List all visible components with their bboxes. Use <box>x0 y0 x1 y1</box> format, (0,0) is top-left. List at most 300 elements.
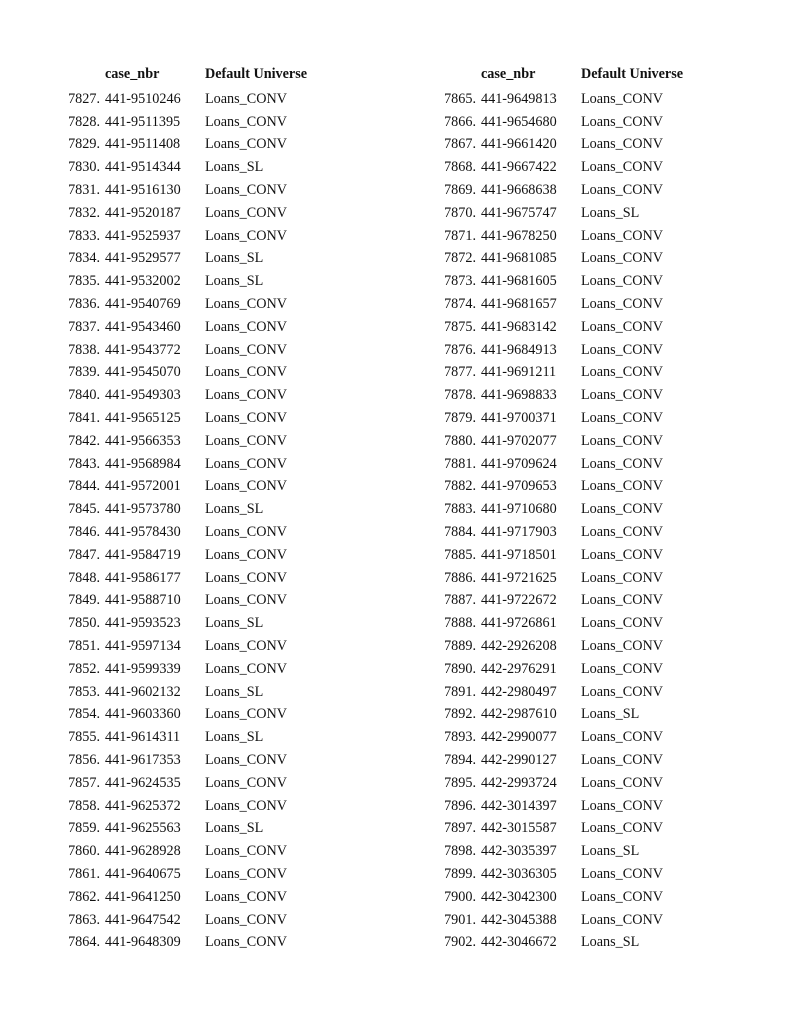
universe-cell: Loans_CONV <box>205 387 287 404</box>
table-row <box>418 316 711 339</box>
row-index: 7857. <box>68 774 100 791</box>
case-nbr-cell: 441-9709653 <box>481 478 557 495</box>
table-row <box>42 818 335 841</box>
case-nbr-cell: 441-9578430 <box>105 524 181 541</box>
row-index: 7845. <box>68 501 100 518</box>
header-default-universe: Default Universe <box>205 66 308 82</box>
row-index: 7879. <box>444 410 476 427</box>
row-index: 7841. <box>68 410 100 427</box>
case-nbr-cell: 441-9593523 <box>105 615 181 632</box>
universe-cell: Loans_CONV <box>205 410 287 427</box>
case-nbr-cell: 441-9510246 <box>105 90 181 107</box>
header-case-nbr: case_nbr <box>105 66 160 82</box>
table-row <box>42 430 335 453</box>
case-nbr-cell: 441-9667422 <box>481 159 557 176</box>
universe-cell: Loans_CONV <box>205 318 287 335</box>
table-row <box>418 749 711 772</box>
universe-cell: Loans_CONV <box>205 546 287 563</box>
row-index: 7840. <box>68 387 100 404</box>
case-nbr-cell: 441-9717903 <box>481 524 557 541</box>
row-index: 7843. <box>68 455 100 472</box>
case-nbr-cell: 441-9602132 <box>105 683 181 700</box>
row-index: 7874. <box>444 296 476 313</box>
table-row <box>42 521 335 544</box>
row-index: 7875. <box>444 318 476 335</box>
case-nbr-cell: 442-3035397 <box>481 843 557 860</box>
universe-cell: Loans_SL <box>205 683 264 700</box>
universe-cell: Loans_CONV <box>581 752 663 768</box>
row-index: 7883. <box>444 501 476 518</box>
universe-cell: Loans_CONV <box>205 865 287 882</box>
case-nbr-cell: 441-9702077 <box>481 432 557 449</box>
case-nbr-cell: 441-9681605 <box>481 273 557 290</box>
case-nbr-cell: 441-9545070 <box>105 364 181 381</box>
universe-cell: Loans_CONV <box>581 774 663 791</box>
case-nbr-cell: 441-9511408 <box>105 136 181 153</box>
case-nbr-cell: 442-3042300 <box>481 888 557 905</box>
case-nbr-cell: 441-9624535 <box>105 774 181 791</box>
table-row <box>42 476 335 499</box>
case-nbr-cell: 441-9681085 <box>481 250 557 267</box>
case-table-left <box>42 66 335 954</box>
table-row <box>42 293 335 316</box>
row-index: 7878. <box>444 387 476 404</box>
row-index: 7854. <box>68 706 100 723</box>
universe-cell: Loans_CONV <box>205 774 287 791</box>
table-row <box>418 863 711 886</box>
case-nbr-cell: 442-2987610 <box>481 706 557 723</box>
universe-cell: Loans_CONV <box>205 592 287 609</box>
table-row <box>418 476 711 499</box>
universe-cell: Loans_CONV <box>205 455 287 472</box>
universe-cell: Loans_CONV <box>205 204 287 221</box>
table-row <box>418 818 711 841</box>
table-row <box>418 681 711 704</box>
case-nbr-cell: 442-2976291 <box>481 660 557 677</box>
row-index: 7852. <box>68 660 100 677</box>
case-nbr-cell: 441-9520187 <box>105 204 181 221</box>
row-index: 7832. <box>68 204 100 221</box>
table-row <box>42 704 335 727</box>
universe-cell: Loans_SL <box>581 706 640 723</box>
case-nbr-cell: 441-9721625 <box>481 569 557 586</box>
table-row <box>42 795 335 818</box>
header-index <box>418 66 481 88</box>
table-row <box>418 635 711 658</box>
row-index: 7882. <box>444 478 476 495</box>
case-nbr-cell: 441-9588710 <box>105 592 181 609</box>
row-index: 7884. <box>444 524 476 541</box>
case-nbr-cell: 441-9640675 <box>105 865 181 882</box>
universe-cell: Loans_CONV <box>581 820 663 837</box>
case-nbr-cell: 441-9614311 <box>105 729 181 746</box>
case-nbr-cell: 441-9661420 <box>481 136 557 153</box>
row-index: 7856. <box>68 752 100 768</box>
row-index: 7888. <box>444 615 476 632</box>
table-row <box>42 88 335 111</box>
header-case-nbr: case_nbr <box>481 66 536 82</box>
table-row <box>418 270 711 293</box>
case-nbr-cell: 441-9599339 <box>105 660 181 677</box>
universe-cell: Loans_CONV <box>205 113 287 130</box>
universe-cell: Loans_CONV <box>205 752 287 768</box>
universe-cell: Loans_CONV <box>205 638 287 655</box>
row-index: 7858. <box>68 797 100 814</box>
table-row <box>418 430 711 453</box>
table-row <box>42 111 335 134</box>
case-nbr-cell: 441-9700371 <box>481 410 557 427</box>
universe-cell: Loans_CONV <box>205 934 287 951</box>
universe-cell: Loans_CONV <box>581 410 663 427</box>
row-index: 7898. <box>444 843 476 860</box>
table-row <box>42 407 335 430</box>
case-nbr-cell: 441-9584719 <box>105 546 181 563</box>
case-nbr-cell: 441-9573780 <box>105 501 181 518</box>
row-index: 7872. <box>444 250 476 267</box>
row-index: 7885. <box>444 546 476 563</box>
universe-cell: Loans_CONV <box>581 911 663 928</box>
row-index: 7846. <box>68 524 100 541</box>
universe-cell: Loans_CONV <box>581 341 663 358</box>
table-row <box>42 384 335 407</box>
table-row <box>42 316 335 339</box>
universe-cell: Loans_CONV <box>205 341 287 358</box>
universe-cell: Loans_CONV <box>205 524 287 541</box>
row-index: 7834. <box>68 250 100 267</box>
universe-cell: Loans_CONV <box>581 683 663 700</box>
row-index: 7863. <box>68 911 100 928</box>
case-nbr-cell: 441-9649813 <box>481 90 557 107</box>
case-nbr-cell: 441-9678250 <box>481 227 557 244</box>
row-index: 7861. <box>68 865 100 882</box>
row-index: 7871. <box>444 227 476 244</box>
row-index: 7877. <box>444 364 476 381</box>
universe-cell: Loans_CONV <box>581 387 663 404</box>
universe-cell: Loans_CONV <box>205 660 287 677</box>
case-nbr-cell: 441-9514344 <box>105 159 181 176</box>
row-index: 7867. <box>444 136 476 153</box>
case-nbr-cell: 441-9684913 <box>481 341 557 358</box>
case-nbr-cell: 441-9625563 <box>105 820 181 837</box>
table-row <box>42 863 335 886</box>
left-column <box>42 66 335 954</box>
universe-cell: Loans_CONV <box>581 729 663 746</box>
universe-cell: Loans_CONV <box>581 638 663 655</box>
case-nbr-cell: 441-9726861 <box>481 615 557 632</box>
universe-cell: Loans_CONV <box>205 296 287 313</box>
row-index: 7887. <box>444 592 476 609</box>
row-index: 7828. <box>68 113 100 130</box>
row-index: 7880. <box>444 432 476 449</box>
case-nbr-cell: 442-2993724 <box>481 774 557 791</box>
case-nbr-cell: 441-9710680 <box>481 501 557 518</box>
table-row <box>418 544 711 567</box>
table-row <box>418 202 711 225</box>
row-index: 7859. <box>68 820 100 837</box>
universe-cell: Loans_CONV <box>581 660 663 677</box>
table-row <box>42 840 335 863</box>
row-index: 7894. <box>444 752 476 768</box>
row-index: 7902. <box>444 934 476 951</box>
table-row <box>418 726 711 749</box>
case-nbr-cell: 441-9683142 <box>481 318 557 335</box>
universe-cell: Loans_SL <box>205 273 264 290</box>
universe-cell: Loans_CONV <box>581 546 663 563</box>
row-index: 7892. <box>444 706 476 723</box>
universe-cell: Loans_CONV <box>581 592 663 609</box>
table-row <box>42 681 335 704</box>
case-nbr-cell: 442-3046672 <box>481 934 557 951</box>
case-nbr-cell: 441-9698833 <box>481 387 557 404</box>
table-row <box>418 248 711 271</box>
universe-cell: Loans_CONV <box>581 364 663 381</box>
universe-cell: Loans_CONV <box>205 706 287 723</box>
table-row <box>42 225 335 248</box>
row-index: 7830. <box>68 159 100 176</box>
table-row <box>42 179 335 202</box>
row-index: 7849. <box>68 592 100 609</box>
row-index: 7881. <box>444 455 476 472</box>
table-row <box>42 886 335 909</box>
header-default-universe: Default Universe <box>581 66 684 82</box>
case-nbr-cell: 441-9668638 <box>481 182 557 199</box>
table-row <box>418 293 711 316</box>
row-index: 7899. <box>444 865 476 882</box>
universe-cell: Loans_CONV <box>581 569 663 586</box>
row-index: 7895. <box>444 774 476 791</box>
universe-cell: Loans_SL <box>581 204 640 221</box>
case-nbr-cell: 441-9543772 <box>105 341 181 358</box>
table-row <box>418 362 711 385</box>
universe-cell: Loans_CONV <box>581 615 663 632</box>
row-index: 7833. <box>68 227 100 244</box>
table-row <box>418 909 711 932</box>
table-row <box>418 840 711 863</box>
universe-cell: Loans_CONV <box>581 888 663 905</box>
table-row <box>418 590 711 613</box>
universe-cell: Loans_CONV <box>205 478 287 495</box>
universe-cell: Loans_CONV <box>205 432 287 449</box>
universe-cell: Loans_CONV <box>581 478 663 495</box>
case-nbr-cell: 441-9654680 <box>481 113 557 130</box>
universe-cell: Loans_CONV <box>205 569 287 586</box>
table-row <box>42 156 335 179</box>
universe-cell: Loans_CONV <box>581 136 663 153</box>
table-row <box>42 749 335 772</box>
table-row <box>418 339 711 362</box>
universe-cell: Loans_CONV <box>581 296 663 313</box>
row-index: 7891. <box>444 683 476 700</box>
row-index: 7835. <box>68 273 100 290</box>
case-nbr-cell: 441-9691211 <box>481 364 557 381</box>
header-row <box>418 66 711 88</box>
row-index: 7838. <box>68 341 100 358</box>
right-column <box>418 66 711 954</box>
row-index: 7893. <box>444 729 476 746</box>
row-index: 7850. <box>68 615 100 632</box>
row-index: 7886. <box>444 569 476 586</box>
table-row <box>418 156 711 179</box>
table-row <box>418 179 711 202</box>
universe-cell: Loans_SL <box>205 250 264 267</box>
row-index: 7865. <box>444 90 476 107</box>
universe-cell: Loans_CONV <box>205 227 287 244</box>
row-index: 7870. <box>444 204 476 221</box>
case-nbr-cell: 441-9603360 <box>105 706 181 723</box>
universe-cell: Loans_CONV <box>205 797 287 814</box>
table-row <box>418 498 711 521</box>
table-row <box>418 111 711 134</box>
case-nbr-cell: 441-9597134 <box>105 638 181 655</box>
table-row <box>42 134 335 157</box>
universe-cell: Loans_SL <box>205 501 264 518</box>
table-row <box>418 886 711 909</box>
universe-cell: Loans_SL <box>205 615 264 632</box>
case-nbr-cell: 441-9568984 <box>105 455 181 472</box>
table-row <box>418 407 711 430</box>
table-row <box>42 498 335 521</box>
table-row <box>418 612 711 635</box>
row-index: 7873. <box>444 273 476 290</box>
table-row <box>42 658 335 681</box>
row-index: 7839. <box>68 364 100 381</box>
case-nbr-cell: 441-9617353 <box>105 752 181 768</box>
row-index: 7847. <box>68 546 100 563</box>
row-index: 7836. <box>68 296 100 313</box>
universe-cell: Loans_CONV <box>205 888 287 905</box>
table-row <box>42 339 335 362</box>
universe-cell: Loans_CONV <box>581 113 663 130</box>
row-index: 7827. <box>68 90 100 107</box>
table-row <box>42 726 335 749</box>
row-index: 7855. <box>68 729 100 746</box>
row-index: 7868. <box>444 159 476 176</box>
universe-cell: Loans_SL <box>581 934 640 951</box>
row-index: 7829. <box>68 136 100 153</box>
row-index: 7889. <box>444 638 476 655</box>
case-nbr-cell: 442-2990127 <box>481 752 557 768</box>
case-nbr-cell: 441-9549303 <box>105 387 181 404</box>
case-nbr-cell: 442-3015587 <box>481 820 557 837</box>
table-body-left <box>42 88 335 954</box>
table-row <box>418 795 711 818</box>
universe-cell: Loans_CONV <box>581 432 663 449</box>
table-row <box>418 453 711 476</box>
case-nbr-cell: 441-9718501 <box>481 546 557 563</box>
table-row <box>418 704 711 727</box>
case-nbr-cell: 441-9722672 <box>481 592 557 609</box>
case-table-right <box>418 66 711 954</box>
row-index: 7864. <box>68 934 100 951</box>
row-index: 7860. <box>68 843 100 860</box>
case-nbr-cell: 442-2980497 <box>481 683 557 700</box>
case-nbr-cell: 441-9675747 <box>481 204 557 221</box>
table-row <box>418 567 711 590</box>
row-index: 7848. <box>68 569 100 586</box>
row-index: 7831. <box>68 182 100 199</box>
case-nbr-cell: 441-9540769 <box>105 296 181 313</box>
case-nbr-cell: 441-9565125 <box>105 410 181 427</box>
case-nbr-cell: 441-9625372 <box>105 797 181 814</box>
table-row <box>418 225 711 248</box>
universe-cell: Loans_CONV <box>581 182 663 199</box>
universe-cell: Loans_CONV <box>581 865 663 882</box>
case-nbr-cell: 442-3014397 <box>481 797 557 814</box>
table-row <box>418 521 711 544</box>
table-row <box>42 453 335 476</box>
case-nbr-cell: 442-2926208 <box>481 638 557 655</box>
table-row <box>42 909 335 932</box>
row-index: 7896. <box>444 797 476 814</box>
case-nbr-cell: 441-9532002 <box>105 273 181 290</box>
table-row <box>42 612 335 635</box>
table-row <box>418 134 711 157</box>
universe-cell: Loans_CONV <box>581 159 663 176</box>
universe-cell: Loans_SL <box>205 729 264 746</box>
universe-cell: Loans_CONV <box>205 90 287 107</box>
universe-cell: Loans_SL <box>205 159 264 176</box>
table-row <box>418 931 711 954</box>
case-nbr-cell: 441-9648309 <box>105 934 181 951</box>
row-index: 7837. <box>68 318 100 335</box>
case-nbr-cell: 441-9529577 <box>105 250 181 267</box>
table-row <box>418 658 711 681</box>
row-index: 7866. <box>444 113 476 130</box>
case-nbr-cell: 441-9566353 <box>105 432 181 449</box>
case-nbr-cell: 441-9525937 <box>105 227 181 244</box>
universe-cell: Loans_CONV <box>581 797 663 814</box>
case-nbr-cell: 441-9516130 <box>105 182 181 199</box>
universe-cell: Loans_CONV <box>581 455 663 472</box>
universe-cell: Loans_CONV <box>581 524 663 541</box>
universe-cell: Loans_CONV <box>581 250 663 267</box>
table-row <box>42 544 335 567</box>
universe-cell: Loans_CONV <box>581 318 663 335</box>
case-nbr-cell: 441-9543460 <box>105 318 181 335</box>
table-row <box>418 88 711 111</box>
case-nbr-cell: 441-9511395 <box>105 113 181 130</box>
row-index: 7862. <box>68 888 100 905</box>
case-nbr-cell: 442-2990077 <box>481 729 557 746</box>
case-nbr-cell: 441-9572001 <box>105 478 181 495</box>
row-index: 7890. <box>444 660 476 677</box>
header-index <box>42 66 105 88</box>
case-nbr-cell: 441-9586177 <box>105 569 181 586</box>
table-row <box>42 772 335 795</box>
case-nbr-cell: 442-3045388 <box>481 911 557 928</box>
table-row <box>42 202 335 225</box>
table-row <box>42 270 335 293</box>
header-row <box>42 66 335 88</box>
case-nbr-cell: 441-9681657 <box>481 296 557 313</box>
universe-cell: Loans_SL <box>581 843 640 860</box>
universe-cell: Loans_CONV <box>205 364 287 381</box>
universe-cell: Loans_SL <box>205 820 264 837</box>
table-row <box>42 362 335 385</box>
table-body-right <box>418 88 711 954</box>
table-row <box>42 590 335 613</box>
universe-cell: Loans_CONV <box>581 273 663 290</box>
universe-cell: Loans_CONV <box>205 911 287 928</box>
row-index: 7897. <box>444 820 476 837</box>
universe-cell: Loans_CONV <box>581 227 663 244</box>
case-nbr-cell: 442-3036305 <box>481 865 557 882</box>
row-index: 7842. <box>68 432 100 449</box>
case-nbr-cell: 441-9641250 <box>105 888 181 905</box>
universe-cell: Loans_CONV <box>205 136 287 153</box>
table-row <box>42 567 335 590</box>
universe-cell: Loans_CONV <box>581 501 663 518</box>
